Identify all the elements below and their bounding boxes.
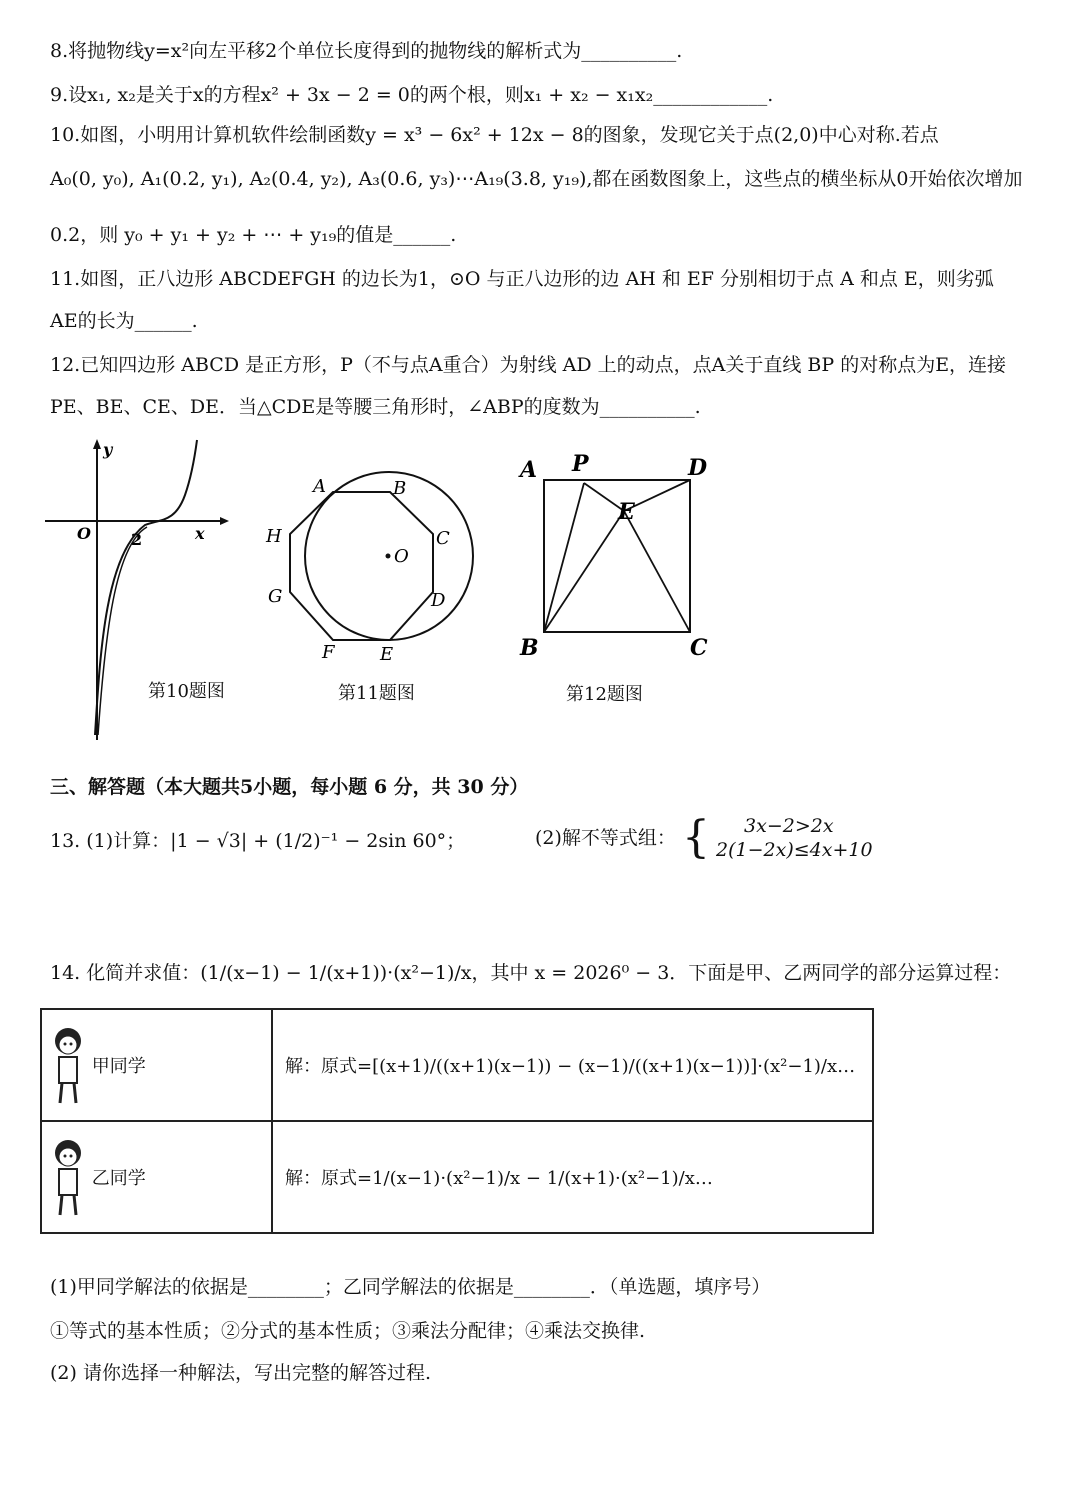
question-9: 9.设x₁, x₂是关于x的方程x² + 3x − 2 = 0的两个根，则x₁ + x₂ − x₁x₂____________. — [50, 84, 774, 106]
fig12-D: D — [688, 455, 708, 481]
fig10-x-label: x — [195, 524, 205, 543]
question-14-part-2: (2) 请你选择一种解法，写出完整的解答过程. — [50, 1362, 431, 1384]
fig12-B: B — [520, 635, 539, 661]
table-row-yi — [41, 1121, 873, 1233]
fig10-origin-label: O — [77, 524, 91, 543]
figure-12-caption: 第12题图 — [566, 684, 643, 705]
student-avatar-icon — [50, 1137, 86, 1217]
table-row-jia — [41, 1009, 873, 1121]
question-11-line-1: 11.如图，正八边形 ABCDEFGH 的边长为1，⊙O 与正八边形的边 AH 和 EF 分别相切于点 A 和点 E，则劣弧 — [50, 268, 994, 290]
figure-10-caption: 第10题图 — [148, 681, 225, 702]
q13-2-inequality-2: 2(1−2x)≤4x+10 — [716, 839, 873, 861]
question-10-line-1: 10.如图，小明用计算机软件绘制函数y = x³ − 6x² + 12x − 8的图象，发现它关于点(2,0)中心对称.若点 — [50, 124, 939, 146]
question-13-part-2 — [535, 814, 873, 862]
student-avatar-icon — [50, 1025, 86, 1105]
q13-2-prefix: (2)解不等式组： — [535, 827, 676, 849]
question-10-line-2: A₀(0, y₀), A₁(0.2, y₁), A₂(0.4, y₂), A₃(0.6, y₃)⋯A₁₉(3.8, y₁₉),都在函数图象上，这些点的横坐标从0开始依次增加 — [50, 168, 1023, 190]
section-3-heading: 三、解答题（本大题共5小题，每小题 6 分，共 30 分） — [50, 776, 529, 798]
solution-yi: 解：原式=1/(x−1)·(x²−1)/x − 1/(x+1)·(x²−1)/x… — [272, 1121, 873, 1233]
fig11-H: H — [266, 526, 282, 547]
student-name-jia: 甲同学 — [91, 1056, 146, 1077]
question-12-line-2: PE、BE、CE、DE．当△CDE是等腰三角形时，∠ABP的度数为__________. — [50, 396, 701, 418]
question-14-options: ①等式的基本性质；②分式的基本性质；③乘法分配律；④乘法交换律. — [50, 1320, 646, 1342]
question-12-line-1: 12.已知四边形 ABCD 是正方形，P（不与点A重合）为射线 AD 上的动点，点A关于直线 BP 的对称点为E，连接 — [50, 354, 1007, 376]
fig11-F: F — [322, 642, 335, 663]
solution-table — [40, 1008, 874, 1234]
brace-icon: { — [681, 812, 710, 863]
fig11-G: G — [268, 586, 283, 607]
question-14: 14. 化简并求值：(1/(x−1) − 1/(x+1))·(x²−1)/x，其中 x = 2026⁰ − 3．下面是甲、乙两同学的部分运算过程： — [50, 962, 1012, 984]
fig11-O: O — [394, 546, 409, 567]
fig11-D: D — [431, 590, 446, 611]
fig10-y-label: y — [103, 440, 113, 459]
fig11-C: C — [436, 528, 450, 549]
fig12-E: E — [618, 499, 635, 525]
question-13-part-1: 13. (1)计算：|1 − √3| + (1/2)⁻¹ − 2sin 60°； — [50, 830, 466, 852]
question-14-part-1: (1)甲同学解法的依据是________；乙同学解法的依据是________．（单选题，填序号） — [50, 1276, 771, 1298]
solution-jia: 解：原式=[(x+1)/((x+1)(x−1)) − (x−1)/((x+1)(x−1))]·(x²−1)/x… — [272, 1009, 873, 1121]
fig12-A: A — [520, 457, 538, 483]
student-name-yi: 乙同学 — [91, 1168, 146, 1189]
question-11-line-2: AE的长为______. — [50, 310, 198, 332]
fig11-A: A — [313, 476, 326, 497]
figure-11-caption: 第11题图 — [338, 683, 415, 704]
fig11-E: E — [380, 644, 394, 665]
fig11-B: B — [393, 478, 407, 499]
question-8: 8.将抛物线y=x²向左平移2个单位长度得到的抛物线的解析式为__________. — [50, 40, 683, 62]
question-10-line-3: 0.2，则 y₀ + y₁ + y₂ + ⋯ + y₁₉的值是______. — [50, 224, 457, 246]
fig12-P: P — [572, 451, 589, 477]
fig10-two-label: 2 — [131, 530, 143, 549]
figure-11-octagon — [258, 470, 488, 670]
q13-2-inequality-1: 3x−2>2x — [744, 815, 834, 837]
fig12-C: C — [690, 635, 708, 661]
figure-12-square — [512, 445, 727, 670]
